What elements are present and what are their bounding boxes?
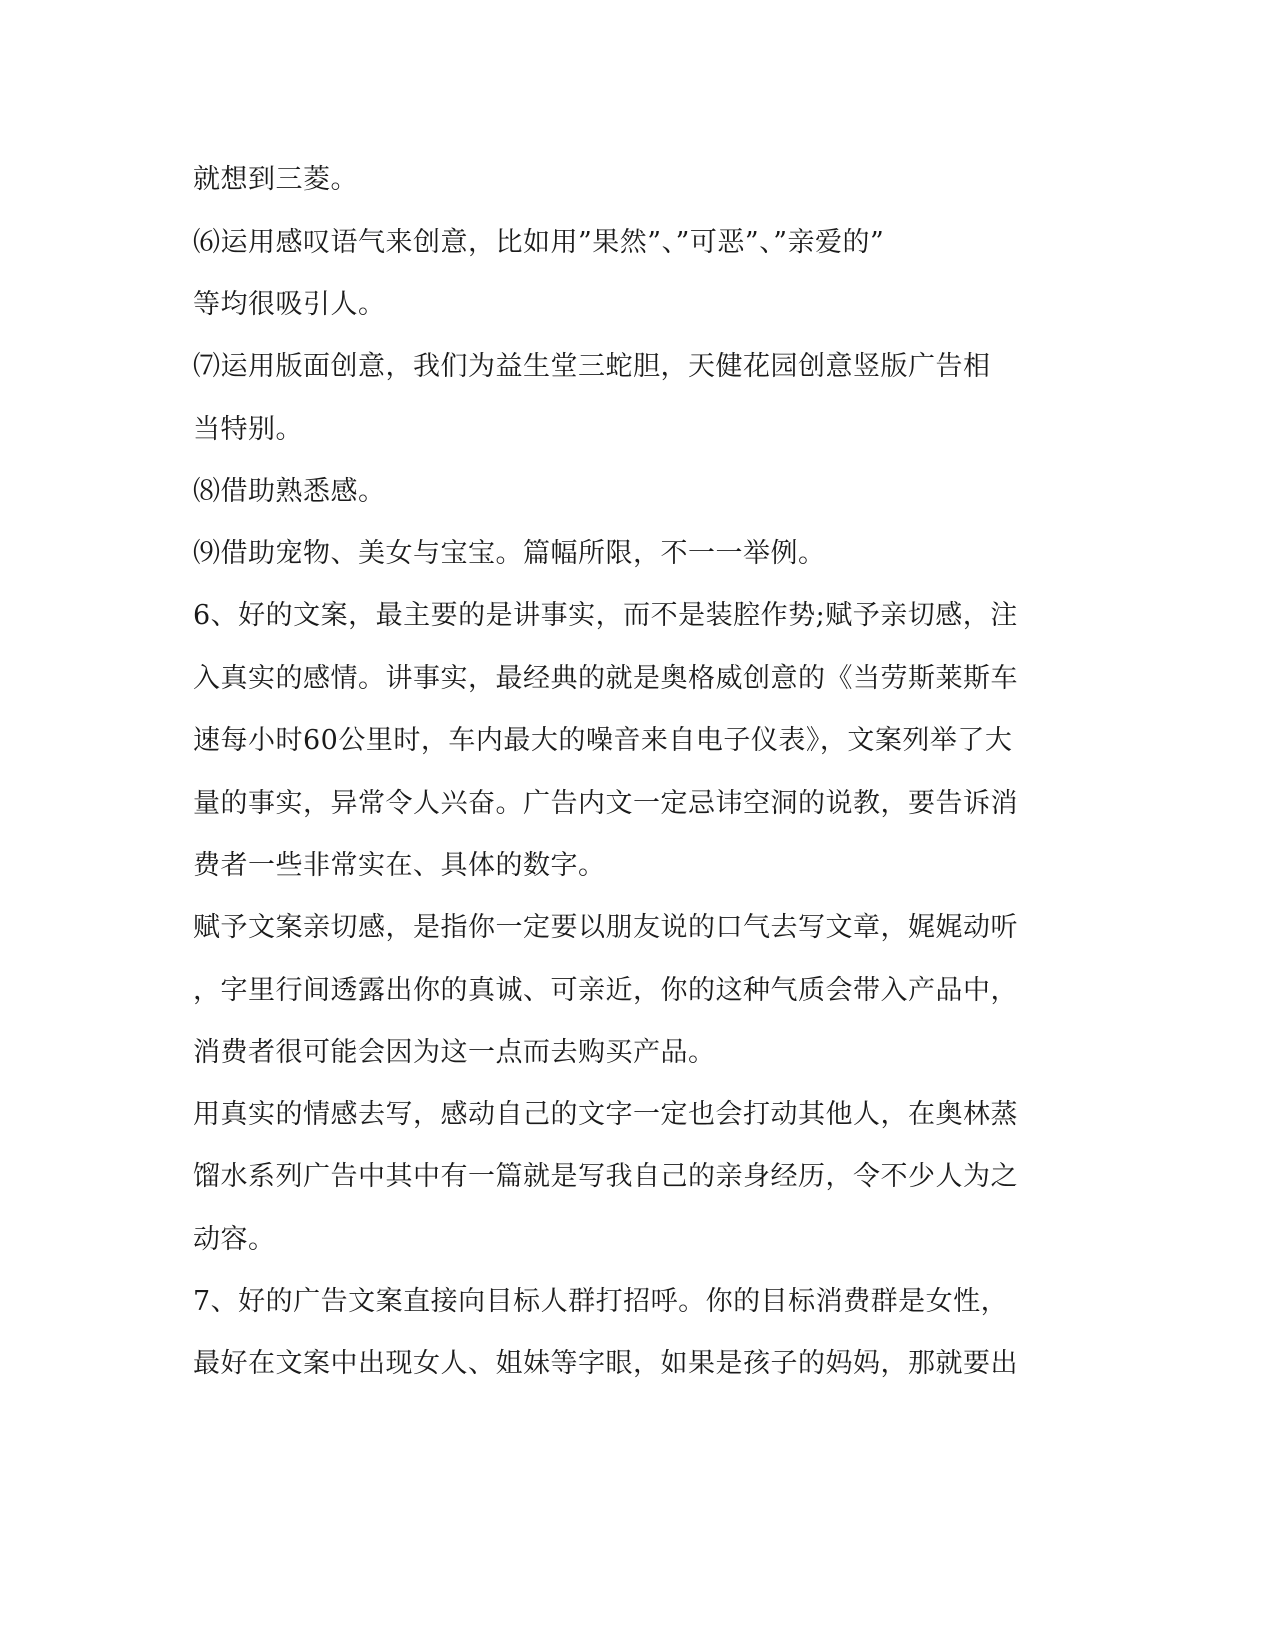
text-line: 速每小时60公里时，车内最大的噪音来自电子仪表》，文案列举了大	[193, 725, 1013, 756]
text-line: ⑺运用版面创意，我们为益生堂三蛇胆，天健花园创意竖版广告相	[193, 351, 991, 382]
text-line: 7、好的广告文案直接向目标人群打招呼。你的目标消费群是女性，	[193, 1286, 1009, 1317]
text-line: 馏水系列广告中其中有一篇就是写我自己的亲身经历，令不少人为之	[193, 1161, 1018, 1192]
text-line: 量的事实，异常令人兴奋。广告内文一定忌讳空洞的说教，要告诉消	[193, 788, 1018, 819]
text-line: 赋予文案亲切感，是指你一定要以朋友说的口气去写文章，娓娓动听	[193, 912, 1018, 943]
text-line: ⑻借助熟悉感。	[193, 476, 386, 507]
text-line: 最好在文案中出现女人、姐妹等字眼，如果是孩子的妈妈，那就要出	[193, 1348, 1018, 1379]
text-line: 6、好的文案，最主要的是讲事实，而不是装腔作势;赋予亲切感，注	[193, 600, 1018, 631]
text-line: 动容。	[193, 1224, 276, 1255]
text-line: 当特别。	[193, 414, 303, 445]
text-line: 用真实的情感去写，感动自己的文字一定也会打动其他人，在奥林蒸	[193, 1099, 1018, 1130]
text-line: ⑼借助宠物、美女与宝宝。篇幅所限，不一一举例。	[193, 538, 826, 569]
text-line: 消费者很可能会因为这一点而去购买产品。	[193, 1037, 716, 1068]
text-line: 费者一些非常实在、具体的数字。	[193, 850, 606, 881]
text-line: ⑹运用感叹语气来创意，比如用”果然”、”可恶”、”亲爱的”	[193, 227, 885, 258]
text-line: 就想到三菱。	[193, 164, 358, 195]
text-line: ，字里行间透露出你的真诚、可亲近，你的这种气质会带入产品中，	[193, 975, 1018, 1006]
text-line: 入真实的感情。讲事实，最经典的就是奥格威创意的《当劳斯莱斯车	[193, 663, 1018, 694]
text-line: 等均很吸引人。	[193, 289, 386, 320]
